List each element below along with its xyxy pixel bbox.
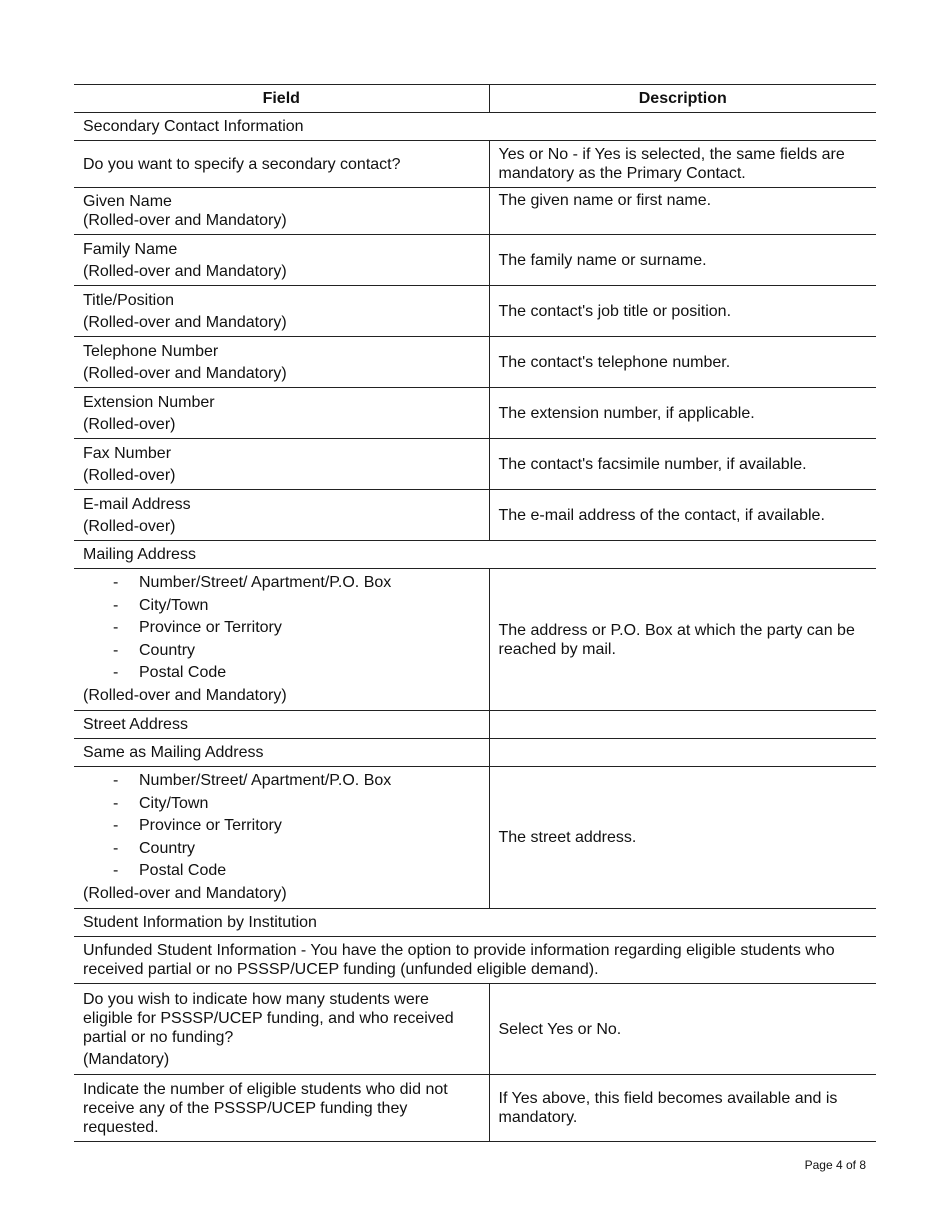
section-title-mailing-address: Mailing Address — [74, 541, 876, 569]
field-cell — [74, 767, 489, 909]
field-cell — [74, 337, 489, 388]
table-row — [74, 188, 876, 235]
field-label: Telephone Number — [83, 342, 219, 360]
list-item: - Number/Street/ Apartment/P.O. Box — [83, 770, 480, 793]
table-row — [74, 337, 876, 388]
field-note: (Mandatory) — [83, 1050, 170, 1068]
list-item: - Province or Territory — [83, 617, 480, 640]
section-title-street-address: Street Address — [74, 711, 489, 739]
field-note: (Rolled-over) — [83, 466, 176, 484]
field-label: Family Name — [83, 240, 178, 258]
field-cell — [74, 569, 489, 711]
description-cell: The address or P.O. Box at which the party can be reached by mail. — [489, 569, 876, 711]
table-row — [74, 286, 876, 337]
table-row — [74, 439, 876, 490]
street-address-list — [83, 770, 480, 883]
field-note: (Rolled-over and Mandatory) — [83, 364, 287, 382]
description-cell: The contact's facsimile number, if available. — [489, 439, 876, 490]
field-cell — [74, 188, 489, 235]
field-note: (Rolled-over) — [83, 415, 176, 433]
table-row — [74, 767, 876, 909]
list-item: - Province or Territory — [83, 815, 480, 838]
field-label: Do you wish to indicate how many students were eligible for PSSSP/UCEP funding, and who received partial or no funding? — [83, 990, 454, 1046]
section-row — [74, 113, 876, 141]
description-cell: The contact's telephone number. — [489, 337, 876, 388]
field-cell — [74, 388, 489, 439]
table-row — [74, 984, 876, 1075]
list-item: - Country — [83, 640, 480, 663]
table-header-row — [74, 85, 876, 113]
description-column-header: Description — [489, 85, 876, 113]
table-row — [74, 739, 876, 767]
description-cell: The family name or surname. — [489, 235, 876, 286]
field-cell: Same as Mailing Address — [74, 739, 489, 767]
table-row — [74, 235, 876, 286]
description-cell: Yes or No - if Yes is selected, the same fields are mandatory as the Primary Contact. — [489, 141, 876, 188]
mailing-address-list — [83, 572, 480, 685]
table-row — [74, 490, 876, 541]
unfunded-intro-cell: Unfunded Student Information - You have the option to provide information regarding eligible students who received partial or no PSSSP/UCEP funding (unfunded eligible demand). — [74, 937, 876, 984]
field-label: Given Name — [83, 193, 172, 210]
description-cell: The given name or first name. — [489, 188, 876, 235]
field-cell — [74, 490, 489, 541]
description-cell: Select Yes or No. — [489, 984, 876, 1075]
section-row — [74, 711, 876, 739]
list-item: - City/Town — [83, 793, 480, 816]
field-cell — [74, 984, 489, 1075]
field-cell: Do you want to specify a secondary contact? — [74, 141, 489, 188]
field-cell — [74, 439, 489, 490]
list-item: - Number/Street/ Apartment/P.O. Box — [83, 572, 480, 595]
field-cell — [74, 286, 489, 337]
description-cell: The contact's job title or position. — [489, 286, 876, 337]
table-row — [74, 388, 876, 439]
field-column-header: Field — [74, 85, 489, 113]
table-row — [74, 1075, 876, 1142]
table-row — [74, 141, 876, 188]
list-item: - Postal Code — [83, 860, 480, 883]
page-number: Page 4 of 8 — [804, 1158, 866, 1172]
description-cell: If Yes above, this field becomes available and is mandatory. — [489, 1075, 876, 1142]
field-note: (Rolled-over and Mandatory) — [83, 884, 287, 902]
description-cell: The extension number, if applicable. — [489, 388, 876, 439]
section-row — [74, 541, 876, 569]
field-label: Title/Position — [83, 291, 174, 309]
empty-description-cell — [489, 711, 876, 739]
list-item: - Postal Code — [83, 662, 480, 685]
field-note: (Rolled-over) — [83, 517, 176, 535]
field-cell — [74, 235, 489, 286]
section-title-student-info: Student Information by Institution — [74, 909, 876, 937]
table-row — [74, 937, 876, 984]
field-label: Extension Number — [83, 393, 215, 411]
field-label: Fax Number — [83, 444, 172, 462]
field-cell: Indicate the number of eligible students who did not receive any of the PSSSP/UCEP funding they requested. — [74, 1075, 489, 1142]
list-item: - City/Town — [83, 595, 480, 618]
table-row — [74, 569, 876, 711]
empty-description-cell — [489, 739, 876, 767]
field-label: E-mail Address — [83, 495, 191, 513]
fields-table — [74, 84, 876, 1142]
list-item: - Country — [83, 838, 480, 861]
field-note: (Rolled-over and Mandatory) — [83, 313, 287, 331]
section-title-secondary-contact: Secondary Contact Information — [74, 113, 876, 141]
field-note: (Rolled-over and Mandatory) — [83, 686, 287, 704]
section-row — [74, 909, 876, 937]
description-cell: The e-mail address of the contact, if available. — [489, 490, 876, 541]
field-note: (Rolled-over and Mandatory) — [83, 262, 287, 280]
description-cell: The street address. — [489, 767, 876, 909]
field-note: (Rolled-over and Mandatory) — [83, 212, 287, 229]
